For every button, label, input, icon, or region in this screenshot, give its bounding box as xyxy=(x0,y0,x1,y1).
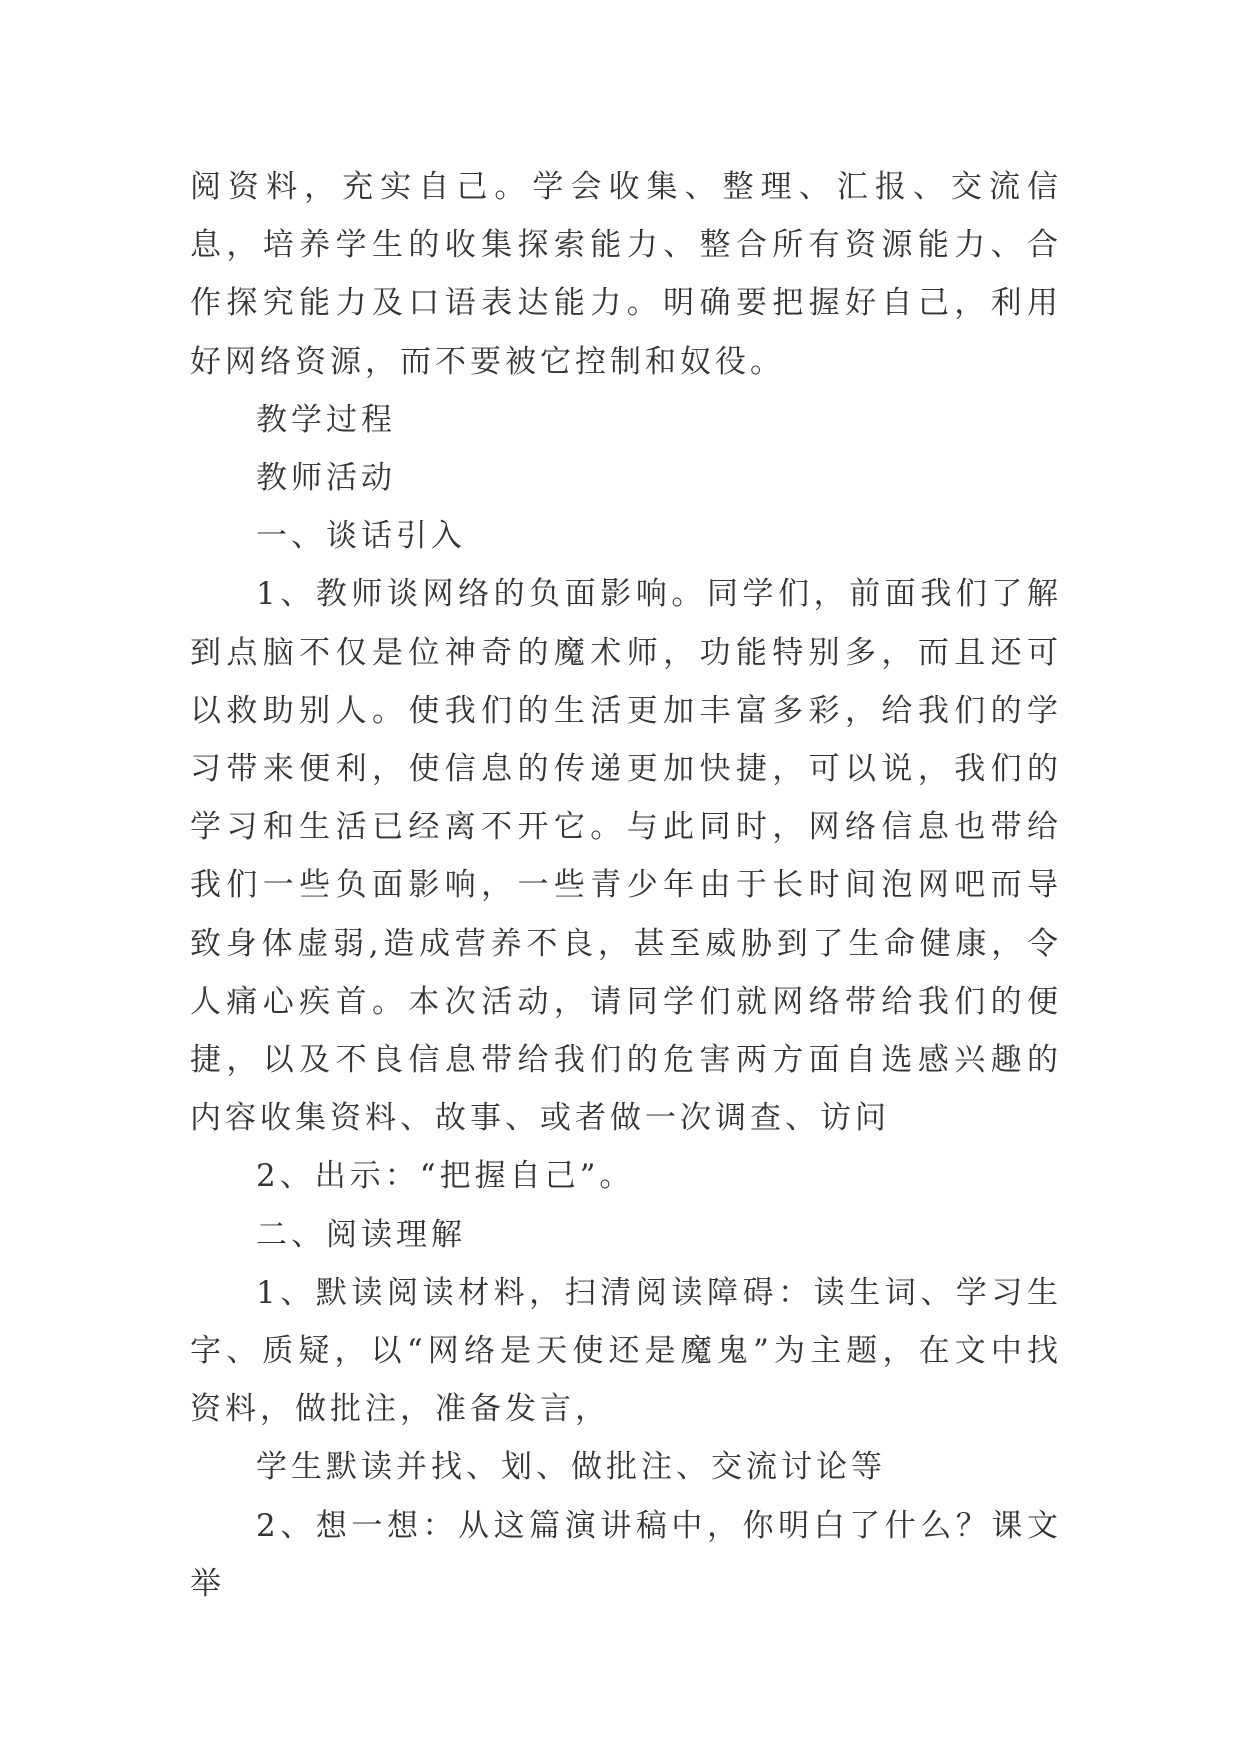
heading-teacher-activity: 教师活动 xyxy=(256,460,396,497)
document-body xyxy=(190,158,1062,1613)
paragraph-reading-item-1: 1、默读阅读材料，扫清阅读障碍：读生词、学习生字、质疑，以“网络是天使还是魔鬼”为主题，在文中找资料，做批注，准备发言， xyxy=(190,1274,1062,1428)
paragraph-item-1: 1、教师谈网络的负面影响。同学们，前面我们了解到点脑不仅是位神奇的魔术师，功能特别多，而且还可以救助别人。使我们的生活更加丰富多彩，给我们的学习带来便利，使信息的传递更加快捷，可以说，我们的学习和生活已经离不开它。与此同时，网络信息也带给我们一些负面影响，一些青少年由于长时间泡网吧而导致身体虚弱,造成营养不良，甚至威胁到了生命健康，令人痛心疾首。本次活动，请同学们就网络带给我们的便捷，以及不良信息带给我们的危害两方面自选感兴趣的内容收集资料、故事、或者做一次调查、访问 xyxy=(190,576,1062,1137)
paragraph-item-2: 2、出示：“把握自己”。 xyxy=(256,1158,635,1195)
paragraph-reading-item-2: 2、想一想：从这篇演讲稿中，你明白了什么？课文举 xyxy=(190,1507,1062,1602)
paragraph-student-activity: 学生默读并找、划、做批注、交流讨论等 xyxy=(256,1449,886,1486)
heading-section-two: 二、阅读理解 xyxy=(256,1216,466,1253)
paragraph-continuation: 阅资料，充实自己。学会收集、整理、汇报、交流信息，培养学生的收集探索能力、整合所有资源能力、合作探究能力及口语表达能力。明确要把握好自己，利用好网络资源，而不要被它控制和奴役。 xyxy=(190,169,1062,380)
heading-teaching-process: 教学过程 xyxy=(256,401,396,438)
heading-section-one: 一、谈话引入 xyxy=(256,518,466,555)
